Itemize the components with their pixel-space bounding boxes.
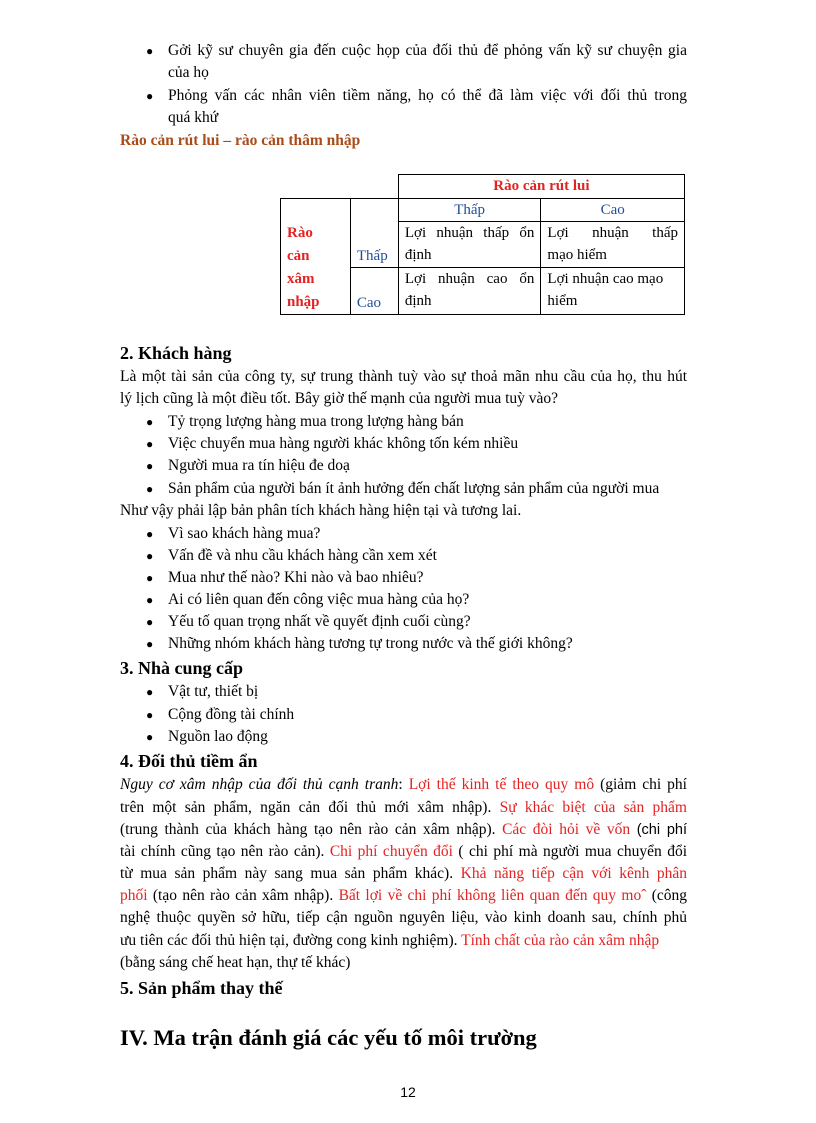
list-item: Yếu tố quan trọng nhất về quyết định cuối cùng?: [168, 613, 471, 630]
barrier-heading: Rào cản rút lui – rào cản thâm nhập: [120, 132, 361, 149]
bullet-text: Gởi kỹ sư chuyên gia đến cuộc họp của đối thủ để phỏng vấn kỹ sư chuyện gia: [168, 42, 687, 59]
exit-low-header: Thấp: [398, 199, 541, 222]
bullet-icon: ●: [146, 482, 154, 496]
barrier-table: [280, 174, 685, 315]
list-item: Tỷ trọng lượng hàng mua trong lượng hàng bán: [168, 413, 464, 430]
competitors-heading: 4. Đối thủ tiềm ẩn: [120, 751, 258, 771]
competitors-line-6: phối (tạo nên rào cản xâm nhập). Bất lợi về chi phí không liên quan đến quy moˆ (công: [120, 887, 687, 904]
list-item: Ai có liên quan đến công việc mua hàng của họ?: [168, 591, 470, 608]
list-item: Mua như thế nào? Khi nào và bao nhiêu?: [168, 569, 424, 586]
bullet-icon: ●: [146, 615, 154, 629]
bullet-icon: ●: [146, 637, 154, 651]
competitors-line-2: trên một sản phẩm, ngăn cản đối thủ mới xâm nhập). Sự khác biệt của sản phẩm: [120, 799, 687, 816]
list-item: Vì sao khách hàng mua?: [168, 525, 321, 542]
cell-low-low: Lợi nhuận thấp ổn định: [398, 222, 541, 268]
cell-low-high: Lợi nhuận thấp mạo hiểm: [541, 222, 685, 268]
exit-high-header: Cao: [541, 199, 685, 222]
bullet-icon: ●: [146, 459, 154, 473]
cell-high-low: Lợi nhuận cao ổn định: [398, 267, 541, 314]
bullet-icon: ●: [146, 685, 154, 699]
bullet-icon: ●: [146, 571, 154, 585]
customers-mid: Như vậy phải lập bản phân tích khách hàng hiện tại và tương lai.: [120, 502, 522, 519]
bullet-icon: ●: [146, 593, 154, 607]
list-item: Những nhóm khách hàng tương tự trong nước và thế giới không?: [168, 635, 573, 652]
suppliers-heading: 3. Nhà cung cấp: [120, 658, 244, 678]
competitors-line-7: nghệ thuộc quyền sở hữu, tiếp cận nguồn nguyên liệu, vào kinh doanh sau, chính phủ: [120, 909, 687, 926]
customers-intro-cont: lý lịch cũng là một điều tốt. Bây giờ thế mạnh của người mua tuỳ vào?: [120, 390, 559, 407]
exit-barrier-header: Rào cản rút lui: [398, 175, 684, 199]
bullet-icon: ●: [146, 437, 154, 451]
customers-heading: 2. Khách hàng: [120, 343, 232, 363]
competitors-line-9: (bằng sáng chế heat hạn, thự tế khác): [120, 954, 351, 971]
list-item: Người mua ra tín hiệu đe doạ: [168, 457, 350, 474]
page-number: 12: [400, 1084, 416, 1100]
entry-high-label: Cao: [350, 267, 398, 314]
list-item: Cộng đồng tài chính: [168, 706, 295, 723]
bullet-icon: ●: [146, 730, 154, 744]
bullet-icon: ●: [146, 44, 154, 58]
entry-barrier-label: Rào cản xâm nhập: [281, 222, 351, 315]
section-heading: IV. Ma trận đánh giá các yếu tố môi trường: [120, 1025, 537, 1050]
bullet-icon: ●: [146, 527, 154, 541]
entry-low-label: Thấp: [350, 222, 398, 268]
cell-high-high: Lợi nhuận cao mạo hiểm: [541, 267, 685, 314]
bullet-text: Phỏng vấn các nhân viên tiềm năng, họ có thể đã làm việc với đối thủ trong: [168, 87, 687, 104]
bullet-icon: ●: [146, 89, 154, 103]
bullet-text-cont: của họ: [168, 64, 209, 81]
bullet-text-cont: quá khứ: [168, 109, 219, 126]
bullet-icon: ●: [146, 415, 154, 429]
competitors-line-8: ưu tiên các đối thủ hiện tại, đường cong kinh nghiệm). Tính chất của rào cản xâm nhập: [120, 932, 660, 949]
list-item: Vật tư, thiết bị: [168, 683, 259, 700]
list-item: Việc chuyển mua hàng người khác không tốn kém nhiều: [168, 435, 519, 452]
competitors-line-5: từ mua sản phẩm này sang mua sản phẩm khác). Khả năng tiếp cận với kênh phân: [120, 865, 687, 882]
bullet-icon: ●: [146, 549, 154, 563]
list-item: Vấn đề và nhu cầu khách hàng cần xem xét: [168, 547, 437, 564]
list-item: Sản phẩm của người bán ít ảnh hưởng đến chất lượng sản phẩm của người mua: [168, 480, 660, 497]
competitors-line-1: Nguy cơ xâm nhập của đối thủ cạnh tranh: Lợi thế kinh tế theo quy mô (giảm chi phí: [120, 776, 687, 793]
list-item: Nguồn lao động: [168, 728, 268, 745]
bullet-icon: ●: [146, 708, 154, 722]
competitors-line-3: (trung thành của khách hàng tạo nên rào cản xâm nhập). Các đòi hỏi về vốn (chi phí: [120, 821, 687, 838]
customers-intro: Là một tài sản của công ty, sự trung thành tuỳ vào sự thoả mãn nhu cầu của họ, thu hút: [120, 368, 687, 385]
competitors-line-4: tài chính cũng tạo nên rào cản). Chi phí chuyển đổi ( chi phí mà người mua chuyển đổi: [120, 843, 688, 860]
substitutes-heading: 5. Sản phẩm thay thế: [120, 978, 283, 998]
